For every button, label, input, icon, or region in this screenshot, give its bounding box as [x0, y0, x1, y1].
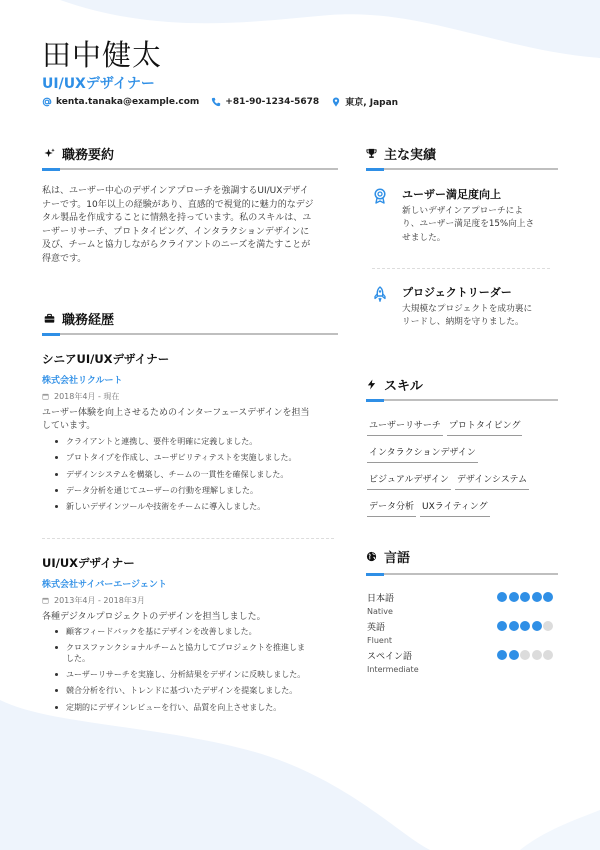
achievements-heading: [366, 144, 436, 163]
briefcase-icon: [44, 313, 55, 324]
job-bullets: [42, 626, 338, 713]
languages-heading-text: 言語: [384, 551, 411, 566]
language-level: Intermediate: [367, 665, 419, 674]
language-level: Fluent: [367, 636, 393, 645]
job-date: [42, 595, 338, 606]
job-bullet: [42, 452, 338, 463]
rating-dot-filled: [497, 592, 507, 602]
rating-dot-filled: [532, 592, 542, 602]
language-item: [367, 649, 557, 674]
contact-location: [331, 95, 398, 108]
job-bullet: [42, 436, 338, 447]
achievement-separator: [372, 268, 550, 269]
achievement-description-line: リードし、納期を守りました。: [402, 317, 524, 328]
languages-heading: [366, 547, 410, 566]
achievement-description-line: せました。: [402, 232, 446, 243]
job-role: UI/UXデザイナー: [42, 556, 135, 570]
rating-dot-filled: [532, 621, 542, 631]
job-entry: [42, 555, 338, 718]
job-bullet-text: プロトタイプを作成し、ユーザビリティテストを実施しました。: [66, 453, 297, 463]
job-bullet: [42, 469, 338, 480]
job-bullet-text: クライアントと連携し、要件を明確に定義しました。: [66, 437, 258, 447]
job-bullet: [42, 642, 338, 664]
sparkle-icon: [44, 148, 55, 159]
summary-line: 得意です。: [42, 253, 87, 264]
job-bullets: [42, 436, 338, 512]
job-bullet-text: クロスファンクショナルチームと協力してプロジェクトを推進しま: [66, 642, 305, 652]
job-date-text: 2018年4月 - 現在: [54, 392, 120, 401]
language-name: スペイン語: [367, 652, 413, 662]
rating-dot-empty: [520, 650, 530, 660]
achievement-title: プロジェクトリーダー: [402, 286, 512, 299]
language-item: [367, 591, 557, 616]
rating-dot-filled: [497, 650, 507, 660]
rating-dot-filled: [509, 621, 519, 631]
email-text: kenta.tanaka@example.com: [56, 96, 200, 107]
achievement-description: [402, 303, 532, 330]
summary-line: 及び、チームと協力しながらクライアントのニーズを満たすことが: [42, 240, 311, 251]
job-description-line: ユーザー体験を向上させるためのインターフェースデザインを担当: [42, 408, 310, 418]
skill-row: [367, 497, 562, 517]
job-description: [42, 407, 338, 432]
skill-tag: デザインシステム: [455, 470, 529, 490]
skill-tag: UXライティング: [420, 497, 490, 517]
summary-text: [42, 185, 338, 267]
language-name: 日本語: [367, 594, 395, 604]
achievement-description-line: り、ユーザー満足度を15%向上さ: [402, 219, 535, 230]
rating-dot-filled: [520, 621, 530, 631]
experience-divider: [42, 333, 338, 335]
rocket-icon: [372, 286, 388, 302]
achievements-divider: [366, 168, 558, 170]
job-bullet: [42, 501, 338, 512]
calendar-icon: [42, 597, 49, 604]
skill-tag: インタラクションデザイン: [367, 443, 478, 463]
summary-line: タル製品を作成することに情熱を持っています。私のスキルは、ユ: [42, 213, 312, 224]
language-name: 英語: [367, 623, 386, 633]
summary-line: 私は、ユーザー中心のデザインアプローチを強調するUI/UXデザイ: [42, 186, 309, 196]
achievements-heading-text: 主な実績: [384, 148, 437, 163]
skill-tag: ユーザーリサーチ: [367, 416, 443, 436]
experience-heading-text: 職務経歴: [62, 313, 115, 328]
rating-dot-empty: [543, 650, 553, 660]
job-bullet-text: 競合分析を行い、トレンドに基づいたデザインを提案しました。: [66, 686, 298, 696]
contact-bar: [42, 95, 410, 108]
skill-tag: プロトタイピング: [447, 416, 523, 436]
rating-dot-empty: [543, 621, 553, 631]
job-bullet-text: ユーザーリサーチを実施し、分析結果をデザインに反映しました。: [66, 670, 306, 680]
skill-row: [367, 470, 562, 490]
job-bullet-text: 定期的にデザインレビューを行い、品質を向上させました。: [66, 702, 282, 712]
job-bullet: [42, 669, 338, 680]
skills-list: [367, 416, 562, 524]
contact-email[interactable]: [42, 97, 199, 107]
award-ribbon-icon: [372, 188, 388, 204]
summary-line: ナーです。10年以上の経験があり、直感的で視覚的に魅力的なデジ: [42, 199, 314, 210]
summary-heading-text: 職務要約: [62, 148, 115, 163]
language-rating: [497, 650, 555, 660]
language-level: Native: [367, 607, 393, 616]
achievement-item: [372, 284, 562, 330]
job-description: [42, 611, 338, 624]
rating-dot-filled: [543, 592, 553, 602]
job-bullet-text: データ分析を通じてユーザーの行動を理解しました。: [66, 486, 258, 496]
summary-divider: [42, 168, 338, 170]
language-rating: [497, 621, 555, 631]
skill-row: [367, 443, 562, 463]
skills-heading: [366, 375, 423, 394]
summary-line: ーザーリサーチ、プロトタイピング、インタラクションデザインに: [42, 226, 310, 237]
location-pin-icon: [331, 97, 341, 107]
language-item: [367, 620, 557, 645]
at-icon: [42, 97, 52, 107]
achievement-item: [372, 186, 562, 245]
trophy-icon: [366, 148, 377, 159]
rating-dot-filled: [497, 621, 507, 631]
job-bullet-text: デザインシステムを構築し、チームの一貫性を確保しました。: [66, 469, 289, 479]
job-bullet: [42, 485, 338, 496]
job-role: シニアUI/UXデザイナー: [42, 352, 170, 366]
globe-icon: [366, 551, 377, 562]
achievement-description: [402, 205, 534, 245]
job-bullet-text: 顧客フィードバックを基にデザインを改善しました。: [66, 626, 257, 636]
candidate-title: UI/UXデザイナー: [42, 76, 155, 92]
rating-dot-filled: [509, 650, 519, 660]
lightning-icon: [366, 379, 377, 390]
skills-heading-text: スキル: [384, 379, 423, 394]
job-company: 株式会社サイバーエージェント: [42, 580, 167, 590]
job-entry: [42, 351, 338, 518]
job-bullet: [42, 685, 338, 696]
rating-dot-empty: [532, 650, 542, 660]
achievement-description-line: 新しいデザインアプローチによ: [402, 206, 524, 216]
job-description-line: しています。: [42, 420, 96, 431]
job-bullet-text: した。: [66, 653, 90, 663]
job-bullet: [42, 626, 338, 637]
phone-icon: [211, 97, 221, 107]
job-date: [42, 391, 338, 402]
candidate-name: 田中健太: [42, 38, 163, 72]
calendar-icon: [42, 393, 49, 400]
summary-heading: [44, 144, 114, 163]
skills-divider: [366, 399, 558, 401]
skill-tag: ビジュアルデザイン: [367, 470, 451, 490]
achievement-description-line: 大規模なプロジェクトを成功裏に: [402, 304, 533, 314]
job-separator: [42, 538, 334, 539]
skill-tag: データ分析: [367, 497, 416, 517]
experience-heading: [44, 309, 114, 328]
job-company: 株式会社リクルート: [42, 376, 123, 386]
languages-divider: [366, 573, 558, 575]
job-description-line: 各種デジタルプロジェクトのデザインを担当しました。: [42, 612, 266, 622]
job-bullet: [42, 702, 338, 713]
rating-dot-filled: [520, 592, 530, 602]
achievement-title: ユーザー満足度向上: [402, 188, 501, 201]
contact-phone[interactable]: [211, 97, 319, 107]
rating-dot-filled: [509, 592, 519, 602]
phone-text: +81-90-1234-5678: [225, 96, 320, 107]
job-date-text: 2013年4月 - 2018年3月: [54, 596, 145, 605]
job-bullet-text: 新しいデザインツールや技術をチームに導入しました。: [66, 502, 266, 512]
location-text: 東京, Japan: [345, 98, 399, 108]
language-rating: [497, 592, 555, 602]
skill-row: [367, 416, 562, 436]
